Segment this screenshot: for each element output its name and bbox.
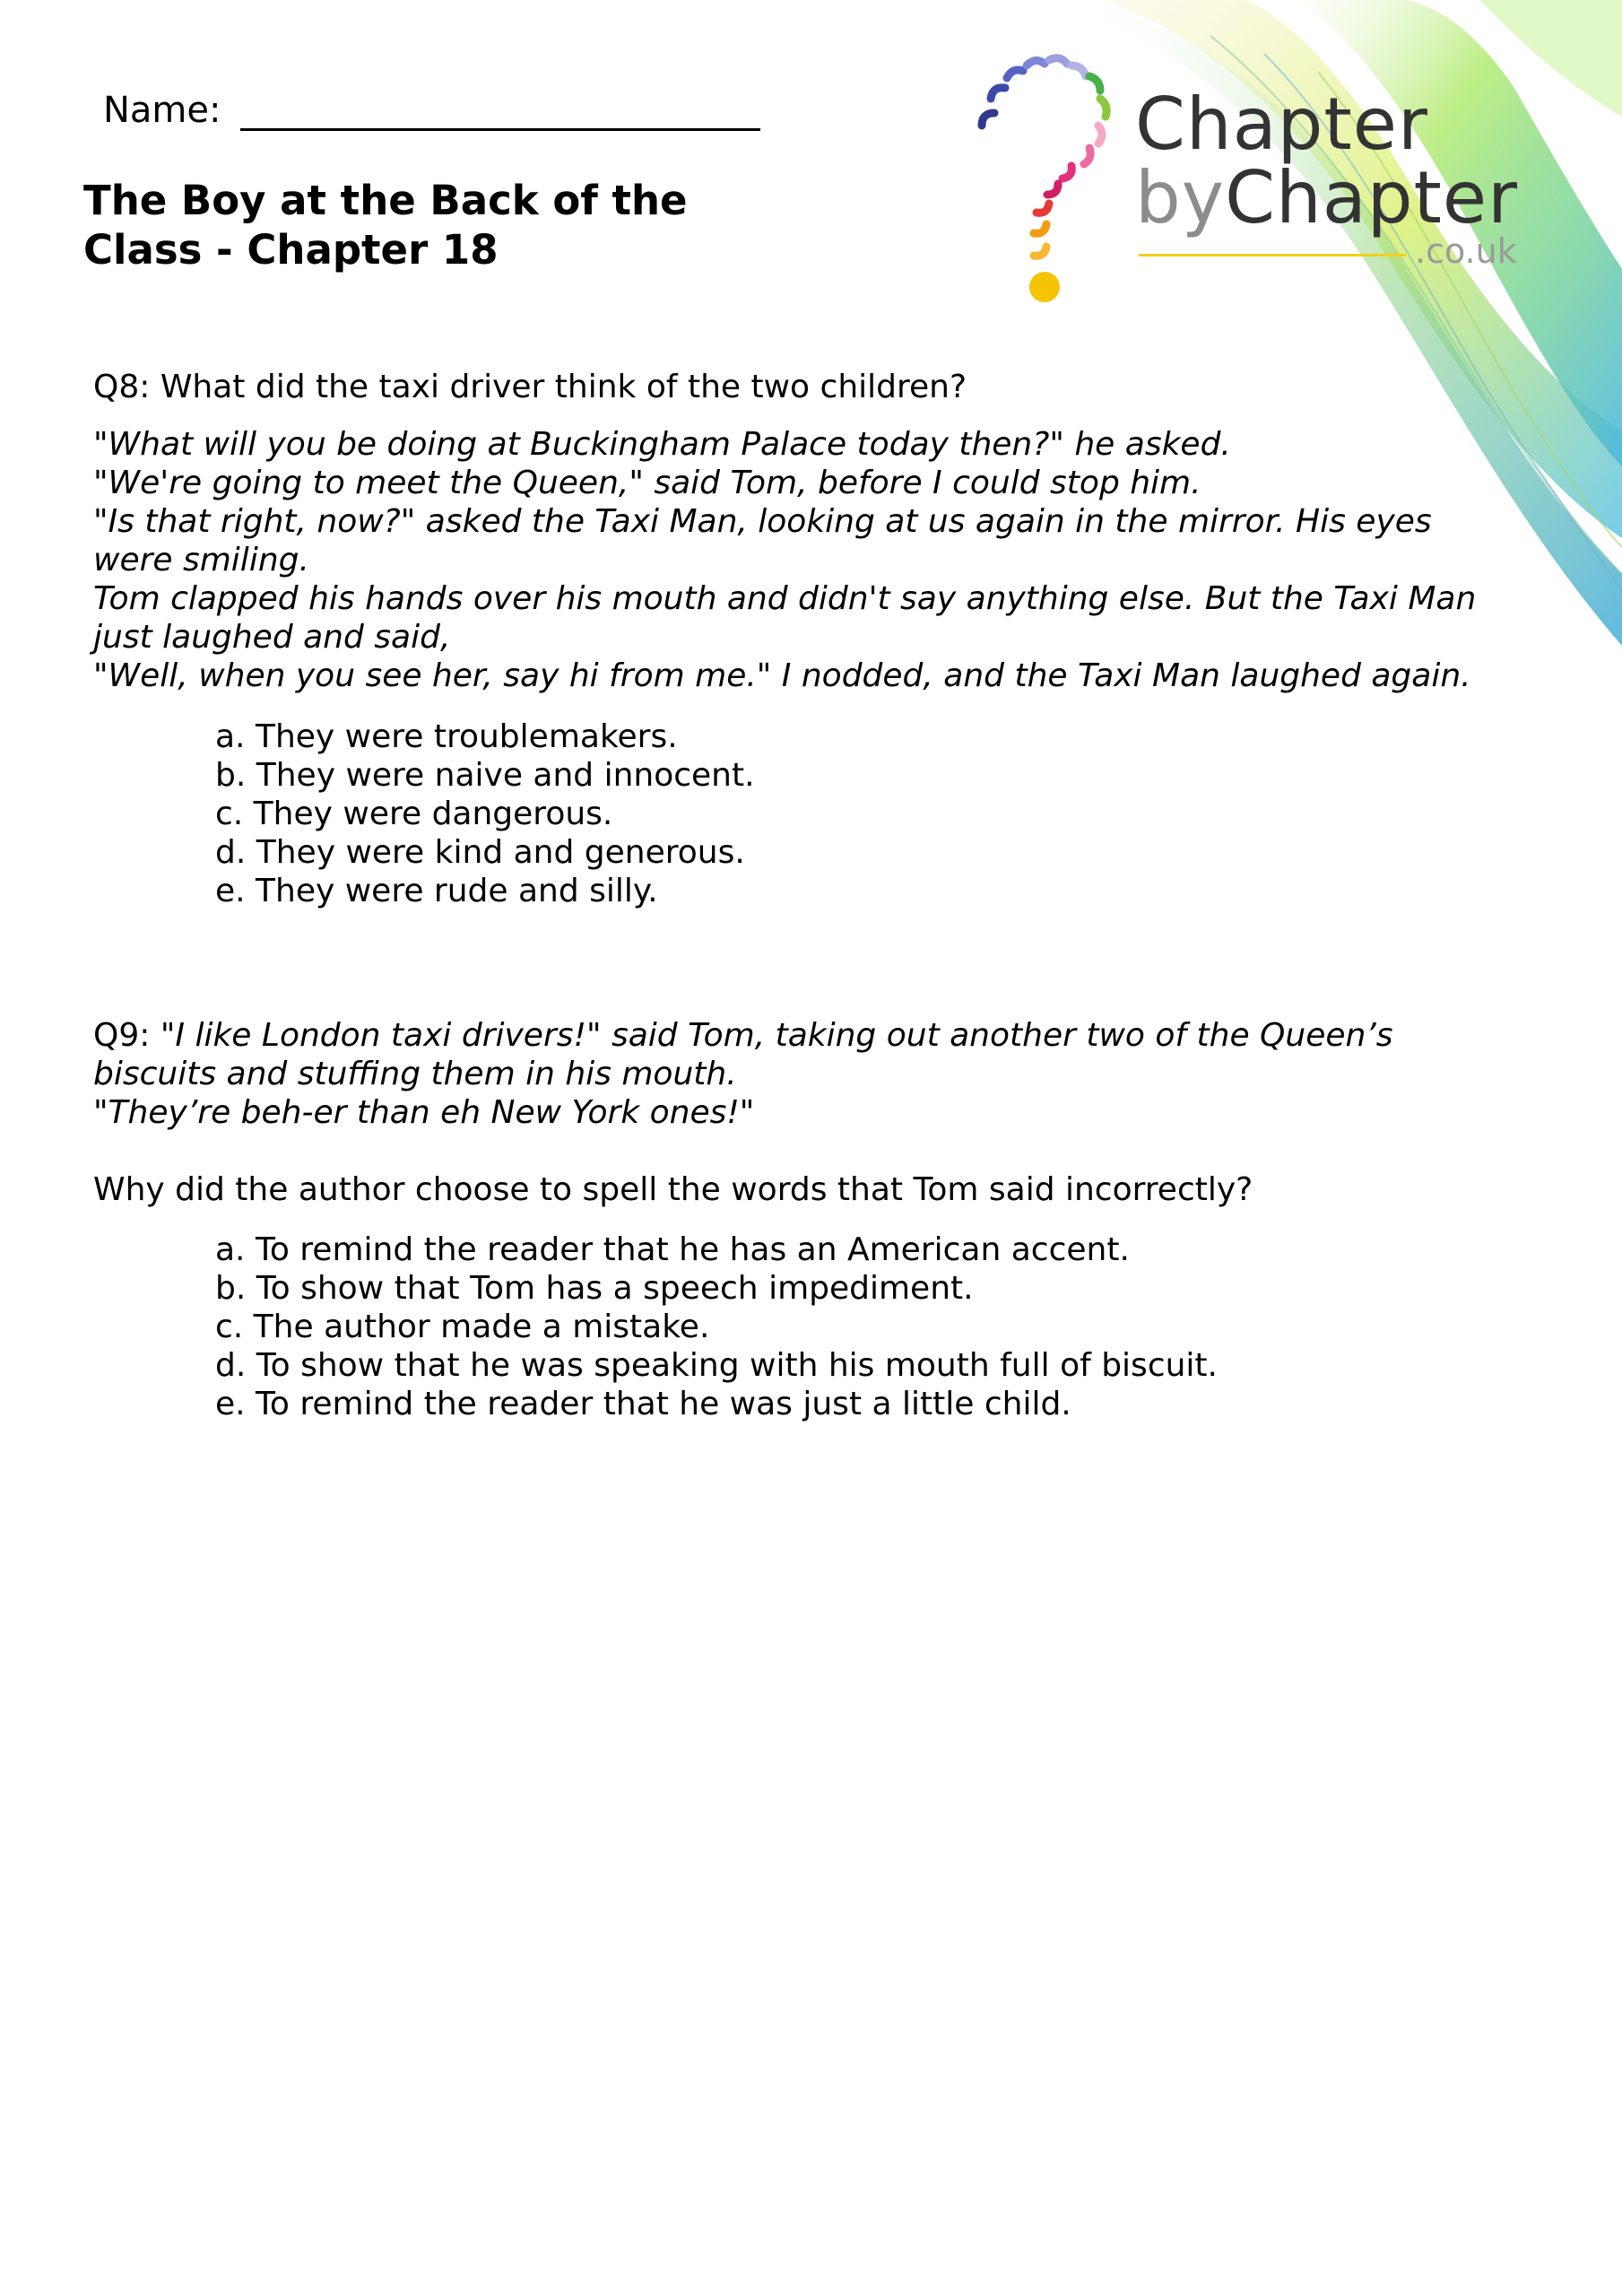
q8-passage-line: Tom clapped his hands over his mouth and didn't say anything else. But the Taxi Man [93,580,1477,617]
q9-option-c[interactable]: c. The author made a mistake. [215,1309,710,1345]
name-field-row [103,90,760,131]
logo-chapter: Chapter [1225,156,1518,239]
q9-options [215,1231,1218,1423]
name-label: Name: [103,90,221,131]
q9-question: Why did the author choose to spell the words that Tom said incorrectly? [93,1171,1253,1208]
q9-option-b[interactable]: b. To show that Tom has a speech impediment. [215,1270,974,1307]
q8-passage-line: "We're going to meet the Queen," said Tom, before I could stop him. [93,465,1201,501]
q9-label: Q9: [93,1017,151,1054]
q8-question: Q8: What did the taxi driver think of the two children? [93,369,967,405]
q8-passage-line: "Is that right, now?" asked the Taxi Man, looking at us again in the mirror. His eyes [93,503,1432,540]
q9-option-a[interactable]: a. To remind the reader that he has an American accent. [215,1231,1130,1268]
q8-option-a[interactable]: a. They were troublemakers. [215,718,678,755]
q8-option-b[interactable]: b. They were naive and innocent. [215,757,755,794]
q8-passage-line: just laughed and said, [93,619,451,656]
logo-domain: .co.uk [1415,231,1517,271]
q9-option-d[interactable]: d. To show that he was speaking with his mouth full of biscuit. [215,1347,1218,1384]
q8-passage-line: were smiling. [93,542,309,578]
q9-passage [93,1016,1528,1132]
q8-passage-line: "Well, when you see her, say hi from me." I nodded, and the Taxi Man laughed again. [93,657,1471,694]
q8-option-d[interactable]: d. They were kind and generous. [215,834,745,871]
logo-wordmark [1135,83,1518,239]
logo-line-chapter: Chapter [1135,83,1428,166]
q9-passage-line-3: "They’re beh-er than eh New York ones!" [93,1094,755,1131]
logo-line-bychapter [1135,156,1518,239]
logo-by: by [1135,156,1226,239]
page-title: The Boy at the Back of the Class - Chapter 18 [83,177,688,274]
name-underline[interactable] [240,91,760,131]
q8-option-e[interactable]: e. They were rude and silly. [215,873,658,909]
q8-passage [93,425,1528,695]
q9-passage-text: "I like London taxi drivers!" said Tom, taking out another two of the Queen’s [160,1017,1393,1054]
q9-option-e[interactable]: e. To remind the reader that he was just a little child. [215,1386,1071,1422]
q8-options [215,718,755,910]
q9-passage-line-1 [93,1016,1528,1055]
q9-passage-line-2: biscuits and stuffing them in his mouth. [93,1056,737,1092]
q8-passage-line: "What will you be doing at Buckingham Palace today then?" he asked. [93,426,1231,463]
q8-option-c[interactable]: c. They were dangerous. [215,796,613,832]
logo-underline [1139,254,1406,257]
